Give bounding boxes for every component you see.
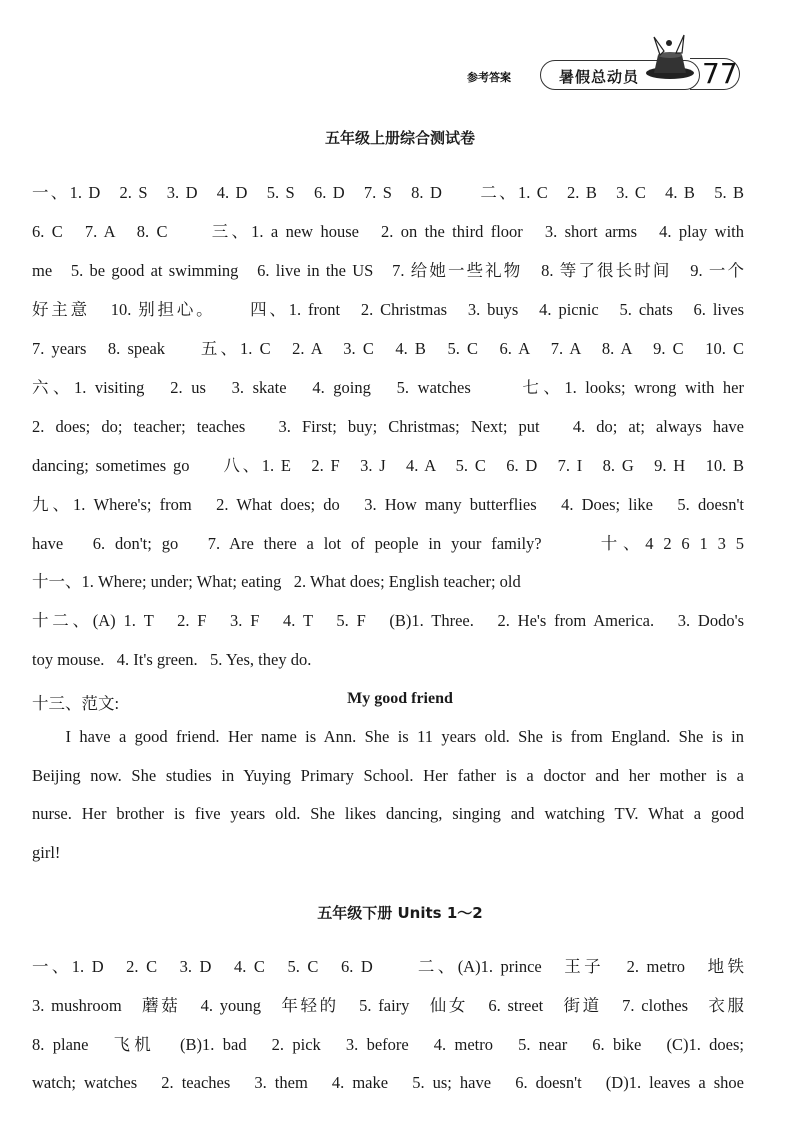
- section-title: 五年级上册综合测试卷: [324, 129, 475, 147]
- page-header: [0, 55, 800, 105]
- essay-title: My good friend: [347, 690, 453, 707]
- answer-line: toy mouse. 4. It's green. 5. Yes, they do.: [32, 650, 312, 669]
- answer-line: 3. mushroom 蘑菇 4. young 年轻的 5. fairy 仙女 6. street 街道 7. clothes 衣服: [32, 996, 744, 1015]
- essay-line: girl!: [32, 843, 61, 862]
- answer-line: 好主意 10. 别担心。 四、1. front 2. Christmas 3. buys 4. picnic 5. chats 6. lives: [32, 300, 744, 319]
- answer-line: 一、1. D 2. C 3. D 4. C 5. C 6. D 二、(A)1. prince 王子 2. metro 地铁: [32, 957, 744, 976]
- answer-line: 十一、1. Where; under; What; eating 2. What does; English teacher; old: [32, 572, 521, 591]
- answer-line: dancing; sometimes go 八、1. E 2. F 3. J 4. A 5. C 6. D 7. I 8. G 9. H 10. B: [32, 456, 744, 475]
- answer-line: 7. years 8. speak 五、1. C 2. A 3. C 4. B 5. C 6. A 7. A 8. A 9. C 10. C: [32, 339, 744, 358]
- essay-line: I have a good friend. Her name is Ann. She is 11 years old. She is from England. She is in: [32, 727, 744, 746]
- essay-label: 十三、范文:: [32, 694, 120, 713]
- page-number: 77: [702, 57, 738, 90]
- answer-line: 6. C 7. A 8. C 三、1. a new house 2. on the third floor 3. short arms 4. play with: [32, 222, 744, 241]
- essay-line: nurse. Her brother is five years old. She likes dancing, singing and watching TV. What a good: [32, 804, 744, 823]
- section-title: 五年级下册 Units 1～2: [317, 904, 483, 922]
- answer-line: 六、1. visiting 2. us 3. skate 4. going 5. watches 七、1. looks; wrong with her: [32, 378, 744, 397]
- reference-answers-label: 参考答案: [467, 71, 511, 84]
- answer-line: watch; watches 2. teaches 3. them 4. make 5. us; have 6. doesn't (D)1. leaves a shoe: [32, 1073, 744, 1092]
- answer-line: me 5. be good at swimming 6. live in the US 7. 给她一些礼物 8. 等了很长时间 9. 一个: [32, 261, 744, 280]
- answer-line: 一、1. D 2. S 3. D 4. D 5. S 6. D 7. S 8. D 二、1. C 2. B 3. C 4. B 5. B: [32, 183, 744, 202]
- answer-line: 九、1. Where's; from 2. What does; do 3. How many butterflies 4. Does; like 5. doesn't: [32, 495, 744, 514]
- answer-line: 十二、(A) 1. T 2. F 3. F 4. T 5. F (B)1. Three. 2. He's from America. 3. Dodo's: [32, 611, 744, 630]
- answer-line: 8. plane 飞机 (B)1. bad 2. pick 3. before 4. metro 5. near 6. bike (C)1. does;: [32, 1035, 744, 1054]
- answer-line: have 6. don't; go 7. Are there a lot of people in your family? 十、4 2 6 1 3 5: [32, 534, 744, 553]
- answer-line: 2. does; do; teacher; teaches 3. First; buy; Christmas; Next; put 4. do; at; always have: [32, 417, 744, 436]
- essay-line: Beijing now. She studies in Yuying Primary School. Her father is a doctor and her mother is a: [32, 766, 744, 785]
- series-title: 暑假总动员: [559, 68, 640, 86]
